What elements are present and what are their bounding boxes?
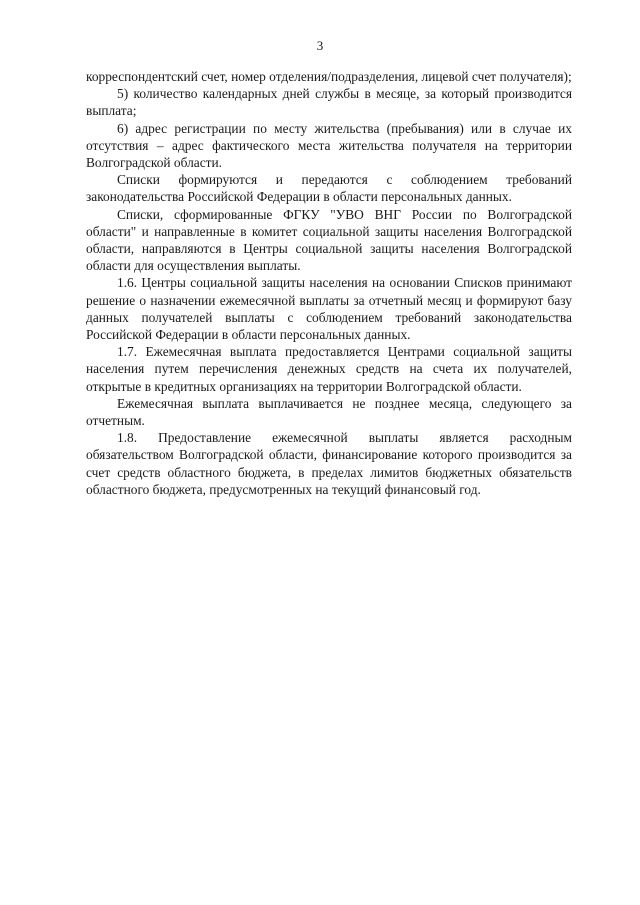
- paragraph-1-7: 1.7. Ежемесячная выплата предоставляется Центрами социальной защиты населения путем перечисления денежных средств на счета их получателей, открытые в кредитных организациях на территории Волгоградской области.: [86, 344, 572, 394]
- document-body: [86, 68, 572, 498]
- page-number: 3: [316, 38, 324, 53]
- paragraph-item-5-days: 5) количество календарных дней службы в месяце, за который производится выплата;: [86, 86, 572, 119]
- paragraph-payment-deadline: Ежемесячная выплата выплачивается не позднее месяца, следующего за отчетным.: [86, 395, 572, 429]
- paragraph-1-6: 1.6. Центры социальной защиты населения на основании Списков принимают решение о назначении ежемесячной выплаты за отчетный месяц и формируют базу данных получателей выплаты с соблюдением требований законодательства Российской Федерации в области персональных данных.: [86, 275, 572, 343]
- paragraph-lists-formed: Списки формируются и передаются с соблюдением требований законодательства Российской Федерации в области персональных данных.: [86, 172, 572, 205]
- paragraph-account-details: корреспондентский счет, номер отделения/подразделения, лицевой счет получателя);: [86, 69, 572, 84]
- paragraph-1-8: 1.8. Предоставление ежемесячной выплаты является расходным обязательством Волгоградской области, финансирование которого производится за счет средств областного бюджета, в пределах лимитов бюджетных обязательств областного бюджета, предусмотренных на текущий финансовый год.: [86, 430, 572, 497]
- paragraph-item-6-address: 6) адрес регистрации по месту жительства (пребывания) или в случае их отсутствия – адрес фактического места жительства получателя на территории Волгоградской области.: [86, 120, 572, 171]
- paragraph-lists-sent: Списки, сформированные ФГКУ "УВО ВНГ России по Волгоградской области" и направленные в комитет социальной защиты населения Волгоградской области, направляются в Центры социальной защиты населения Волгоградской области для осуществления выплаты.: [86, 206, 572, 274]
